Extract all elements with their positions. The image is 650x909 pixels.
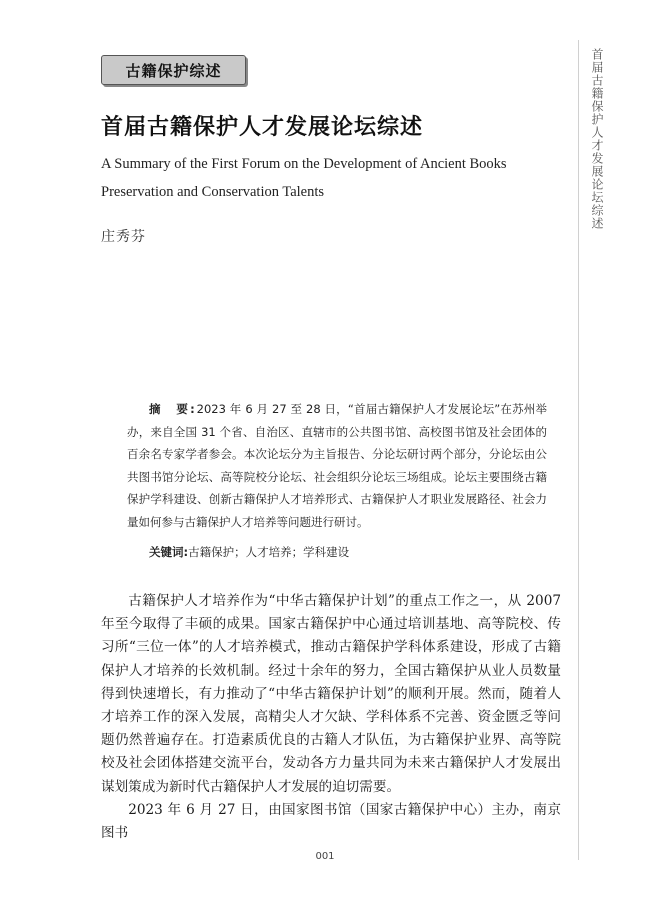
abstract-label: 摘 要: [149, 402, 197, 416]
running-title: 首届古籍保护人才发展论坛综述 [590, 48, 604, 230]
page-number: 001 [315, 851, 335, 862]
author-name: 庄秀芬 [101, 229, 146, 245]
body-paragraph: 古籍保护人才培养作为“中华古籍保护计划”的重点工作之一，从 2007 年至今取得了丰硕的成果。国家古籍保护中心通过培训基地、高等院校、传习所“三位一体”的人才培养模式，推动古籍保护学科体系建设，形成了古籍保护人才培养的长效机制。经过十余年的努力，全国古籍保护从业人员数量得到快速增长，有力推动了“中华古籍保护计划”的顺利开展。然而，随着人才培养工作的深入发展，高精尖人才欠缺、学科体系不完善、资金匮乏等问题仍然普遍存在。打造素质优良的古籍人才队伍，为古籍保护业界、高等院校及社会团体搭建交流平台，发动各方力量共同为未来古籍保护人才发展出谋划策成为新时代古籍保护人才发展的迫切需要。 [101, 593, 561, 795]
article-title-cn: 首届古籍保护人才发展论坛综述 [101, 114, 424, 140]
running-title-divider [578, 40, 579, 860]
body-paragraph: 2023 年 6 月 27 日，由国家图书馆（国家古籍保护中心）主办，南京图书 [101, 801, 561, 842]
keywords-label: 关键词: [149, 545, 189, 559]
keywords-text: 古籍保护；人才培养；学科建设 [188, 545, 350, 559]
abstract-text: 2023 年 6 月 27 至 28 日，“首届古籍保护人才发展论坛”在苏州举办，来自全国 31 个省、自治区、直辖市的公共图书馆、高校图书馆及社会团体的百余名专家学者参会。本次论坛分为主旨报告、分论坛研讨两个部分，分论坛由公共图书馆分论坛、高等院校分论坛、社会组织分论坛三场组成。论坛主要围绕古籍保护学科建设、创新古籍保护人才培养形式、古籍保护人才职业发展路径、社会力量如何参与古籍保护人才培养等问题进行研讨。 [127, 402, 547, 529]
section-tag: 古籍保护综述 [101, 55, 246, 85]
keywords [149, 541, 549, 563]
abstract [127, 398, 547, 533]
article-title-en: A Summary of the First Forum on the Development of Ancient Books Preservation and Conservation Talents [101, 156, 507, 200]
body-text [101, 590, 561, 845]
